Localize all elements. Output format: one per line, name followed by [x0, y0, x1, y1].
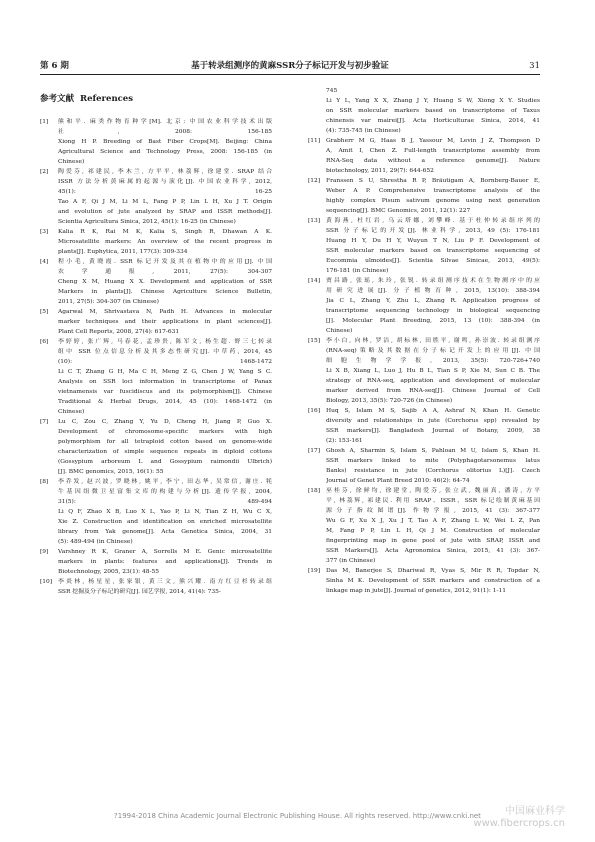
references-heading-en: References [80, 94, 133, 104]
reference-entry [308, 176, 540, 216]
reference-line: 组中 SSR 位点信息分析及其多态性研究[J]. 中草药, 2014, 45 [58, 349, 272, 355]
reference-entry [308, 406, 540, 446]
reference-line: transcriptome sequencing technology in biological sequencing [326, 308, 540, 314]
site-watermark [473, 806, 565, 830]
reference-line: plants[J]. Euphytica, 2011, 177(3): 309-334 [58, 249, 188, 255]
reference-line: biotechnology, 2011, 29(7): 644-652 [326, 168, 434, 174]
reference-line: Biotechnology, 2005, 23(1): 48-55 [58, 569, 159, 575]
reference-line: 农学通报, 2011, 27(5): 304-307 [58, 269, 272, 275]
reference-entry [308, 566, 540, 596]
reference-number: [19] [308, 568, 321, 574]
reference-line: highly complex Pisum sativum genome using next generation [326, 198, 540, 204]
reference-number: [9] [40, 549, 49, 555]
reference-line: Banks) resistance in jute (Corchorus olitorius L)[J]. Czech [326, 468, 540, 474]
reference-line: 黄海燕, 杜红岩, 乌云塔娜, 刘攀峰. 基于杜仲转录组序列的 [326, 218, 540, 224]
reference-line: Huang H Y, Du H Y, Wuyun T N, Liu P F. Development of [326, 238, 540, 244]
reference-number: [10] [40, 579, 53, 585]
reference-line: Huq S, Islam M S, Sajib A A, Ashraf N, Khan H. Genetic [326, 408, 540, 414]
left-reference-list [40, 117, 272, 597]
reference-line: Eucommia ulmoides[J]. Scientia Silvae Sinicae, 2013, 49(5): [326, 258, 540, 264]
reference-line: Grabherr M G, Haas B J, Yassour M, Levin J Z, Thompson D [326, 138, 540, 144]
reference-line: Tao A F, Qi J M, Li M L, Fang P P, Lin L H, Xu J T. Origin [58, 199, 272, 205]
reference-entry [308, 336, 540, 406]
issue-label: 第 6 期 [40, 61, 69, 71]
reference-line: 细胞生物学学报, 2013, 35(5): 720-726+740 [326, 358, 540, 364]
reference-line: Cheng X M, Huang X X. Development and application of SSR [58, 279, 272, 285]
running-title: 基于转录组测序的黄麻SSR分子标记开发与初步验证 [191, 61, 389, 71]
reference-line: vietnamensis var fuscidiscus and its polymorphism[J]. Chinese [58, 389, 272, 395]
reference-entry [308, 216, 540, 276]
reference-line: characterization of simple sequence repeats in diploid cottons [58, 449, 272, 455]
reference-line: 熊和平. 麻类作物育种学[M]. 北京: 中国农业科学技术出版 [58, 119, 272, 125]
page-number: 31 [529, 61, 540, 71]
reference-entry [40, 227, 272, 257]
copyright-footer: ?1994-2018 China Academic Journal Electronic Publishing House. All rights reserved. http://www.cnki.net [114, 812, 481, 820]
reference-line: Li Y L, Yang X X, Zhang J Y, Huang S W, Xiong X Y. Studies [326, 98, 540, 104]
reference-number: [15] [308, 338, 321, 344]
reference-line: Li C T, Zhang G H, Ma C H, Meng Z G, Chen J W, Yang S C. [58, 369, 272, 375]
reference-entry [308, 446, 540, 486]
reference-line: 45(1): 16-25 [58, 189, 272, 195]
reference-line: Sinha M K. Development of SSR markers and construction of a [326, 578, 540, 584]
reference-line: [J]. BMC genomics, 2015, 16(1): 55 [58, 469, 164, 475]
reference-line: 用研究进展[J]. 分子植物育种, 2015, 13(10): 388-394 [326, 288, 540, 294]
reference-line: Xie Z. Construction and identification on enriched microsatellite [58, 519, 272, 525]
reference-entry [40, 477, 272, 547]
reference-entry [40, 417, 272, 477]
reference-number: [6] [40, 339, 49, 345]
reference-line: Biology, 2013, 35(5): 720-726 (in Chinese) [326, 398, 453, 404]
reference-line: SSR 挖掘及分子标记的研究[J]. 园艺学报, 2014, 41(4): 735- [58, 589, 221, 595]
reference-line: A, Amit I, Chen Z. Full-length transcriptome assembly from [326, 148, 540, 154]
reference-entry [40, 117, 272, 167]
reference-line: (RNA-seq)策略及其数据在分子标记开发上的应用[J]. 中国 [326, 348, 540, 354]
reference-line: Varshney R K, Graner A, Sorrells M E. Genic microsatellite [58, 549, 272, 555]
reference-entry [308, 136, 540, 176]
reference-line: 2011, 27(5): 304-307 (in Chinese) [58, 299, 159, 305]
reference-entry [308, 276, 540, 336]
reference-line: 平, 林荔辉, 祁建民. 利用 SRAP、ISSR、SSR 标记绘制黄麻基因 [326, 498, 540, 504]
reference-line: marker derived from RNA-seq[J]. Chinese Journal of Cell [326, 388, 540, 394]
reference-line: 陶爱芬, 祁建民, 李木兰, 方平平, 林荔辉, 徐建堂. SRAP 结合 [58, 169, 272, 175]
reference-number: [14] [308, 278, 321, 284]
reference-entry [308, 486, 540, 566]
reference-line: 社, 2008: 156-185 [58, 129, 272, 135]
reference-line: 李婷婷, 张广辉, 马春花, 孟珍贵, 陈军文, 杨生超. 野三七转录 [58, 339, 272, 345]
reference-line: Chinese) [58, 409, 85, 415]
right-column [308, 86, 540, 596]
reference-line: M, Fang P P, Lin L H, Qi J M. Construction of molecular [326, 528, 540, 534]
reference-line: 李小白, 向林, 罗洁, 胡标林, 田胜平, 谢鸣, 孙崇波. 转录组测序 [326, 338, 540, 344]
reference-line: strategy of RNA-seq, application and development of molecular [326, 378, 540, 384]
reference-entry [40, 167, 272, 227]
reference-entry [40, 307, 272, 337]
reference-line: markers in plants: features and applications[J]. Trends in [58, 559, 272, 565]
reference-line: SSR Markers[J]. Acta Agronomica Sinica, 2015, 41 (3): 367- [326, 548, 540, 554]
reference-entry [40, 257, 272, 307]
reference-line: 巫桂芬, 徐鲜均, 徐建堂, 陶爱芬, 张立武, 魏丽真, 潘涛, 方平 [326, 488, 540, 494]
reference-line: 176-181 (in Chinese) [326, 268, 389, 274]
reference-line: fingerprinting map in gene pool of jute with SRAP, ISSR and [326, 538, 540, 544]
reference-number: [12] [308, 178, 321, 184]
reference-line: Analysis on SSR loci information in transcriptome of Panax [58, 379, 272, 385]
reference-line: and evolution of jute analyzed by SRAP and ISSR methods[J]. [58, 209, 272, 215]
reference-number: [17] [308, 448, 321, 454]
reference-number: [7] [40, 419, 49, 425]
reference-line: RNA-Seq data without a reference genome[J]. Nature [326, 158, 540, 164]
reference-line: Weber A P. Comprehensive transcriptome analysis of the [326, 188, 540, 194]
reference-line: Plant Cell Reports, 2008, 27(4): 617-631 [58, 329, 180, 335]
reference-line: Agricultural Science and Technology Press, 2008: 156-185 (in [58, 149, 272, 155]
reference-line: Wu G F, Xu X J, Xu J T, Tao A F, Zhang L W, Wei L Z, Pan [326, 518, 540, 524]
reference-number: [16] [308, 408, 321, 414]
reference-number: [8] [40, 479, 49, 485]
reference-line: 31(5): 489-494 [58, 499, 272, 505]
reference-line: Markers in plants[J]. Chinese Agriculture Science Bulletin, [58, 289, 272, 295]
reference-line: Lu C, Zou C, Zhang Y, Yu D, Cheng H, Jiang P, Guo X. [58, 419, 272, 425]
reference-line: Xiong H P. Breeding of Bast Fiber Crops[M]. Beijing: China [58, 139, 272, 145]
reference-line: Chinese) [58, 159, 85, 165]
watermark-title: 中国麻业科学 [505, 806, 565, 817]
reference-entry [308, 86, 540, 136]
reference-line: 李炎林, 杨星星, 张家银, 黄三文, 熊兴耀. 南方红豆杉转录组 [58, 579, 272, 585]
reference-number: [2] [40, 169, 49, 175]
reference-entry [40, 337, 272, 417]
reference-line: 牛基因组微卫星富集文库的构建与分析[J]. 遗传学报, 2004, [58, 489, 272, 495]
reference-line: [J]. Molecular Plant Breeding, 2015, 13 (10): 388-394 (in [326, 318, 540, 324]
reference-line: Franssen S U, Shrestha R P, Bräutigam A, Bornberg-Bauer E, [326, 178, 540, 184]
reference-line: (2): 153-161 [326, 438, 363, 444]
left-column [40, 86, 272, 597]
reference-line: Agarwal M, Shrivastava N, Padh H. Advances in molecular [58, 309, 272, 315]
right-reference-list [308, 86, 540, 596]
reference-line: Li Q F, Zhao X B, Luo X L, Yao P, Li N, Tian Z H, Wu C X, [58, 509, 272, 515]
reference-number: [18] [308, 488, 321, 494]
reference-line: SSR 分子标记的开发[J]. 林业科学, 2013, 49 (5): 176-181 [326, 228, 540, 234]
references-heading-cn: 参考文献 [40, 94, 75, 104]
reference-line: sequencing[J]. BMC Genomics, 2011, 12(1): 227 [326, 208, 471, 214]
reference-line: (10): 1468-1472 [58, 359, 272, 365]
reference-line: diversity and relationships in jute (Corchorus spp) revealed by [326, 418, 540, 424]
reference-line: Traditional & Herbal Drugs, 2014, 45 (10): 1468-1472 (in [58, 399, 272, 405]
reference-number: [5] [40, 309, 49, 315]
reference-line: (Gossypium arboreum L and Gossypium raimondii Ulbrich) [58, 459, 272, 465]
reference-line: polymorphism for all tetraploid cotton based on genome-wide [58, 439, 272, 445]
reference-line: SSR markers[J]. Bangladesh Journal of Botany, 2009, 38 [326, 428, 540, 434]
reference-line: (4): 735-745 (in Chinese) [326, 128, 401, 134]
reference-line: SSR markers linked to mite (Polyphagotarsonemus latus [326, 458, 540, 464]
reference-number: [11] [308, 138, 321, 144]
reference-entry [40, 577, 272, 597]
watermark-url: www.fibercrops.cn [473, 818, 565, 829]
reference-line: 377 (in Chinese) [326, 558, 376, 564]
reference-line: Das M, Banerjee S, Dhariwal R, Vyas S, Mir R R, Topdar N, [326, 568, 540, 574]
reference-line: linkage map in jute[J]. Journal of genetics, 2012, 91(1): 1-11 [326, 588, 506, 594]
reference-line: Microsatellite markers: An overview of the recent progress in [58, 239, 272, 245]
reference-line: Li X B, Xiang L, Luo J, Hu B L, Tian S P, Xie M, Sun C B. The [326, 368, 540, 374]
reference-line: chinensis var mairei[J]. Acta Horticulturae Sinica, 2014, 41 [326, 118, 540, 124]
reference-line: Chinese) [326, 328, 353, 334]
reference-line: SSR molecular markers based on transcriptome sequencing of [326, 248, 540, 254]
reference-entry [40, 547, 272, 577]
reference-line: on SSR molecular markers based on transcriptome of Taxus [326, 108, 540, 114]
reference-number: [13] [308, 218, 321, 224]
reference-line: 源分子指纹图谱[J]. 作物学报, 2015, 41 (3): 367-377 [326, 508, 540, 514]
reference-line: 程小毛, 黄晓霞. SSR 标记开发及其在植物中的应用[J]. 中国 [58, 259, 272, 265]
reference-line: 李乔发, 赵兴波, 罗晓林, 姚平, 李宁, 田志华, 吴常信, 谢庄. 牦 [58, 479, 272, 485]
reference-line: marker techniques and their applications in plant sciences[J]. [58, 319, 272, 325]
reference-number: [4] [40, 259, 49, 265]
reference-line: Ghosh A, Sharmin S, Islam S, Pahloan M U, Islam S, Khan H. [326, 448, 540, 454]
reference-line: Jia C L, Zhang Y, Zhu L, Zhang R. Application progress of [326, 298, 540, 304]
reference-line: Development of chromosome-specific markers with high [58, 429, 272, 435]
reference-number: [3] [40, 229, 49, 235]
running-header [40, 58, 540, 75]
reference-line: 贾昌路, 张瑶, 朱玲, 张锐. 转录组测序技术在生物测序中的应 [326, 278, 540, 284]
reference-line: (5): 489-494 (in Chinese) [58, 539, 133, 545]
reference-line: ISSR 方法分析黄麻属的起源与演化[J]. 中国农业科学, 2012, [58, 179, 272, 185]
reference-line: library from Yak genome[J]. Acta Genetica Sinica, 2004, 31 [58, 529, 272, 535]
reference-number: [1] [40, 119, 49, 125]
reference-line: 745 [326, 88, 338, 94]
references-heading [40, 93, 272, 105]
reference-line: Scientia Agricultura Sinica, 2012, 45(1): 16-25 (in Chinese) [58, 219, 236, 225]
reference-line: Journal of Genet Plant Breed 2010: 46(2): 64-74 [326, 478, 470, 484]
reference-line: Kalia R K, Rai M K, Kalia S, Singh R, Dhawan A K. [58, 229, 272, 235]
